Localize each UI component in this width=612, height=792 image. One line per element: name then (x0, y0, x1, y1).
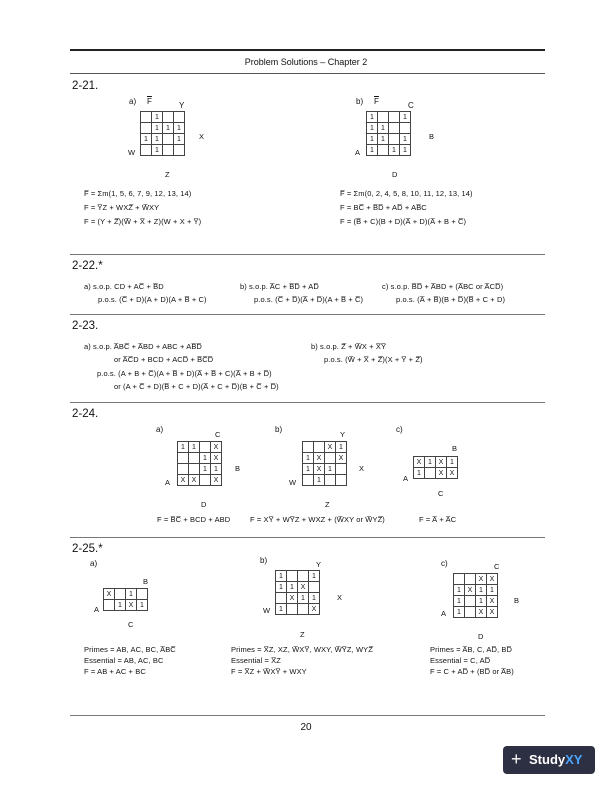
2-24a-var-a: A (165, 478, 171, 487)
2-23a-pos: p.o.s. (A + B + C̅)(A + B̅ + D)(A̅ + B̅ + C)(A̅ + B + D̅) (97, 369, 272, 378)
2-24b-var-z: Z (325, 500, 330, 509)
2-24b-var-w: W (289, 478, 297, 487)
section-2-21-label: 2-21. (72, 80, 99, 92)
2-25b-var-z: Z (300, 630, 305, 639)
kmap-2-25a: X 1 1 X 1 (103, 588, 148, 611)
kmap-cell: 1 (141, 134, 152, 145)
2-25a-primes: Primes = AB, AC, BC, A̅BC̅ (84, 645, 176, 654)
2-21a-eq1: F̅ = Σm(1, 5, 6, 7, 9, 12, 13, 14) (84, 189, 192, 198)
rule-2-23 (70, 314, 545, 315)
2-24a-var-b: B (235, 464, 241, 473)
2-25b-primes: Primes = X̅Z, XZ, W̅XY̅, WXY, W̅Y̅Z, WYZ̅ (231, 645, 373, 654)
kmap-cell: 1 (152, 134, 163, 145)
2-22a-sop: a) s.o.p. CD + AC̅ + B̅D (84, 282, 164, 291)
2-25a-var-b: B (143, 577, 149, 586)
2-21b-eq3: F = (B̅ + C)(B + D)(A̅ + D)(A̅ + B + C̅) (340, 217, 467, 226)
2-21a-var-y: Y (179, 101, 185, 110)
2-23a-pos-alt: or (A + C̅ + D)(B̅ + C + D)(A̅ + C + D̅)(B + C̅ + D̅) (114, 382, 279, 391)
2-21b-eq2: F = BC̅ + B̅D̅ + AD̅ + AB̅C (340, 203, 427, 212)
2-21b-tag: b) (356, 97, 364, 106)
2-25a-f: F = AB + AC + BC (84, 667, 146, 676)
section-2-23-label: 2-23. (72, 320, 99, 332)
kmap-cell: 1 (389, 145, 400, 156)
2-22c-sop: c) s.o.p. B̅D̅ + A̅BD + (A̅BC or A̅CD̅) (382, 282, 504, 291)
2-21b-var-a: A (355, 148, 361, 157)
2-25b-essential: Essential = X̅Z (231, 656, 281, 665)
2-25a-var-a: A (94, 605, 100, 614)
2-25b-f: F = X̅Z + W̅XY̅ + WXY (231, 667, 307, 676)
2-24b-var-x: X (359, 464, 365, 473)
2-24c-var-b: B (452, 444, 458, 453)
kmap-cell: 1 (152, 123, 163, 134)
2-23b-sop: b) s.o.p. Z̅ + W̅X + X̅Y̅ (311, 342, 387, 351)
logo-text: StudyXY (529, 752, 583, 767)
2-23a-sop-alt: or A̅C̅D + BCD + ACD̅ + B̅C̅D̅ (114, 355, 214, 364)
page-header: Problem Solutions – Chapter 2 (244, 57, 368, 67)
kmap-cell: 1 (367, 134, 378, 145)
studyxy-logo[interactable] (503, 746, 595, 774)
kmap-cell: 1 (174, 134, 185, 145)
kmap-cell: 1 (400, 145, 411, 156)
kmap-cell: 1 (378, 134, 389, 145)
kmap-cell: 1 (152, 145, 163, 156)
2-21b-var-c: C (408, 101, 414, 110)
2-24c-var-a: A (403, 474, 409, 483)
2-24a-eq: F = B̅C̅ + BCD + ABD (157, 515, 231, 524)
2-24b-eq: F = XY̅ + WY̅Z + WXZ + (W̅XY or W̅YZ̅) (250, 515, 385, 524)
2-25c-var-b: B (514, 596, 520, 605)
2-24c-eq: F = A̅ + A̅C (419, 515, 457, 524)
2-24a-var-d: D (201, 500, 207, 509)
2-21a-fbar: $\overline{F}$ (147, 97, 152, 106)
2-25c-tag: c) (441, 559, 448, 568)
section-2-24-label: 2-24. (72, 408, 99, 420)
2-21a-var-z: Z (165, 170, 170, 179)
kmap-cell: 1 (174, 123, 185, 134)
2-25a-essential: Essential = AB, AC, BC (84, 656, 164, 665)
2-25b-var-w: W (263, 606, 271, 615)
plus-icon: + (511, 749, 522, 769)
2-21a-var-w: W (128, 148, 136, 157)
2-21b-var-b: B (429, 132, 435, 141)
2-22a-pos: p.o.s. (C̅ + D)(A + D)(A + B̅ + C) (98, 295, 207, 304)
section-2-22-label: 2-22.* (72, 260, 103, 272)
2-25b-tag: b) (260, 556, 268, 565)
kmap-2-25b: 1 1 1 1 X X 1 1 1 X (275, 570, 320, 615)
2-21b-fbar: $\overline{F}$ (374, 97, 379, 106)
kmap-2-24a: 1 1 X 1 X 1 1 X X X (177, 441, 222, 486)
kmap-cell: 1 (367, 123, 378, 134)
2-25b-var-y: Y (316, 560, 322, 569)
2-25c-var-d: D (478, 632, 484, 641)
rule-2-22 (70, 254, 545, 255)
header-rule (70, 73, 545, 74)
2-24b-var-y: Y (340, 430, 346, 439)
2-25c-f: F = C + AD̅ + (BD̅ or A̅B) (430, 667, 514, 676)
kmap-cell: 1 (367, 112, 378, 123)
2-25b-var-x: X (337, 593, 343, 602)
2-24a-var-c: C (215, 430, 221, 439)
2-23a-sop: a) s.o.p. A̅BC̅ + A̅BD + ABC + AB̅D̅ (84, 342, 202, 351)
kmap-2-25c: X X 1 X 1 1 1 1 X 1 X X (453, 573, 498, 618)
kmap-2-24c: X 1 X 1 1 X X (413, 456, 458, 479)
2-25a-tag: a) (90, 559, 98, 568)
top-rule (70, 49, 545, 51)
2-24b-tag: b) (275, 425, 283, 434)
2-25a-var-c: C (128, 620, 134, 629)
2-22c-pos: p.o.s. (A̅ + B̅)(B + D̅)(B̅ + C + D) (396, 295, 506, 304)
2-21a-tag: a) (129, 97, 137, 106)
2-21a-var-x: X (199, 132, 205, 141)
2-24c-tag: c) (396, 425, 403, 434)
kmap-2-21b (366, 111, 411, 156)
rule-2-24 (70, 402, 545, 403)
2-24a-tag: a) (156, 425, 164, 434)
kmap-2-24b: X 1 1 X X 1 X 1 1 (302, 441, 347, 486)
2-25c-primes: Primes = A̅B, C, AD̅, BD̅ (430, 645, 513, 654)
kmap-cell: 1 (400, 134, 411, 145)
kmap-cell: 1 (152, 112, 163, 123)
2-21b-var-d: D (392, 170, 398, 179)
2-22b-sop: b) s.o.p. A̅C + B̅D̅ + AD̅ (240, 282, 319, 291)
2-25c-essential: Essential = C, AD̅ (430, 656, 491, 665)
2-25c-var-a: A (441, 609, 447, 618)
kmap-cell: 1 (367, 145, 378, 156)
kmap-cell: 1 (400, 112, 411, 123)
2-21a-eq3: F = (Y + Z̅)(W̅ + X̅ + Z)(W + X + Y̅) (84, 217, 202, 226)
rule-2-25 (70, 537, 545, 538)
kmap-2-21a (140, 111, 185, 156)
2-23b-pos: p.o.s. (W̅ + X̅ + Z̅)(X + Y̅ + Z̅) (324, 355, 423, 364)
2-24c-var-c: C (438, 489, 444, 498)
2-21a-eq2: F = Y̅Z + WXZ̅ + W̅XY (84, 203, 160, 212)
footer-rule (70, 715, 545, 716)
2-22b-pos: p.o.s. (C̅ + D̅)(A̅ + D̅)(A + B̅ + C̅) (254, 295, 364, 304)
2-21b-eq1: F̅ = Σm(0, 2, 4, 5, 8, 10, 11, 12, 13, 14) (340, 189, 473, 198)
section-2-25-label: 2-25.* (72, 543, 103, 555)
page-number: 20 (300, 722, 312, 733)
kmap-cell: 1 (163, 123, 174, 134)
2-25c-var-c: C (494, 562, 500, 571)
kmap-cell: 1 (378, 123, 389, 134)
